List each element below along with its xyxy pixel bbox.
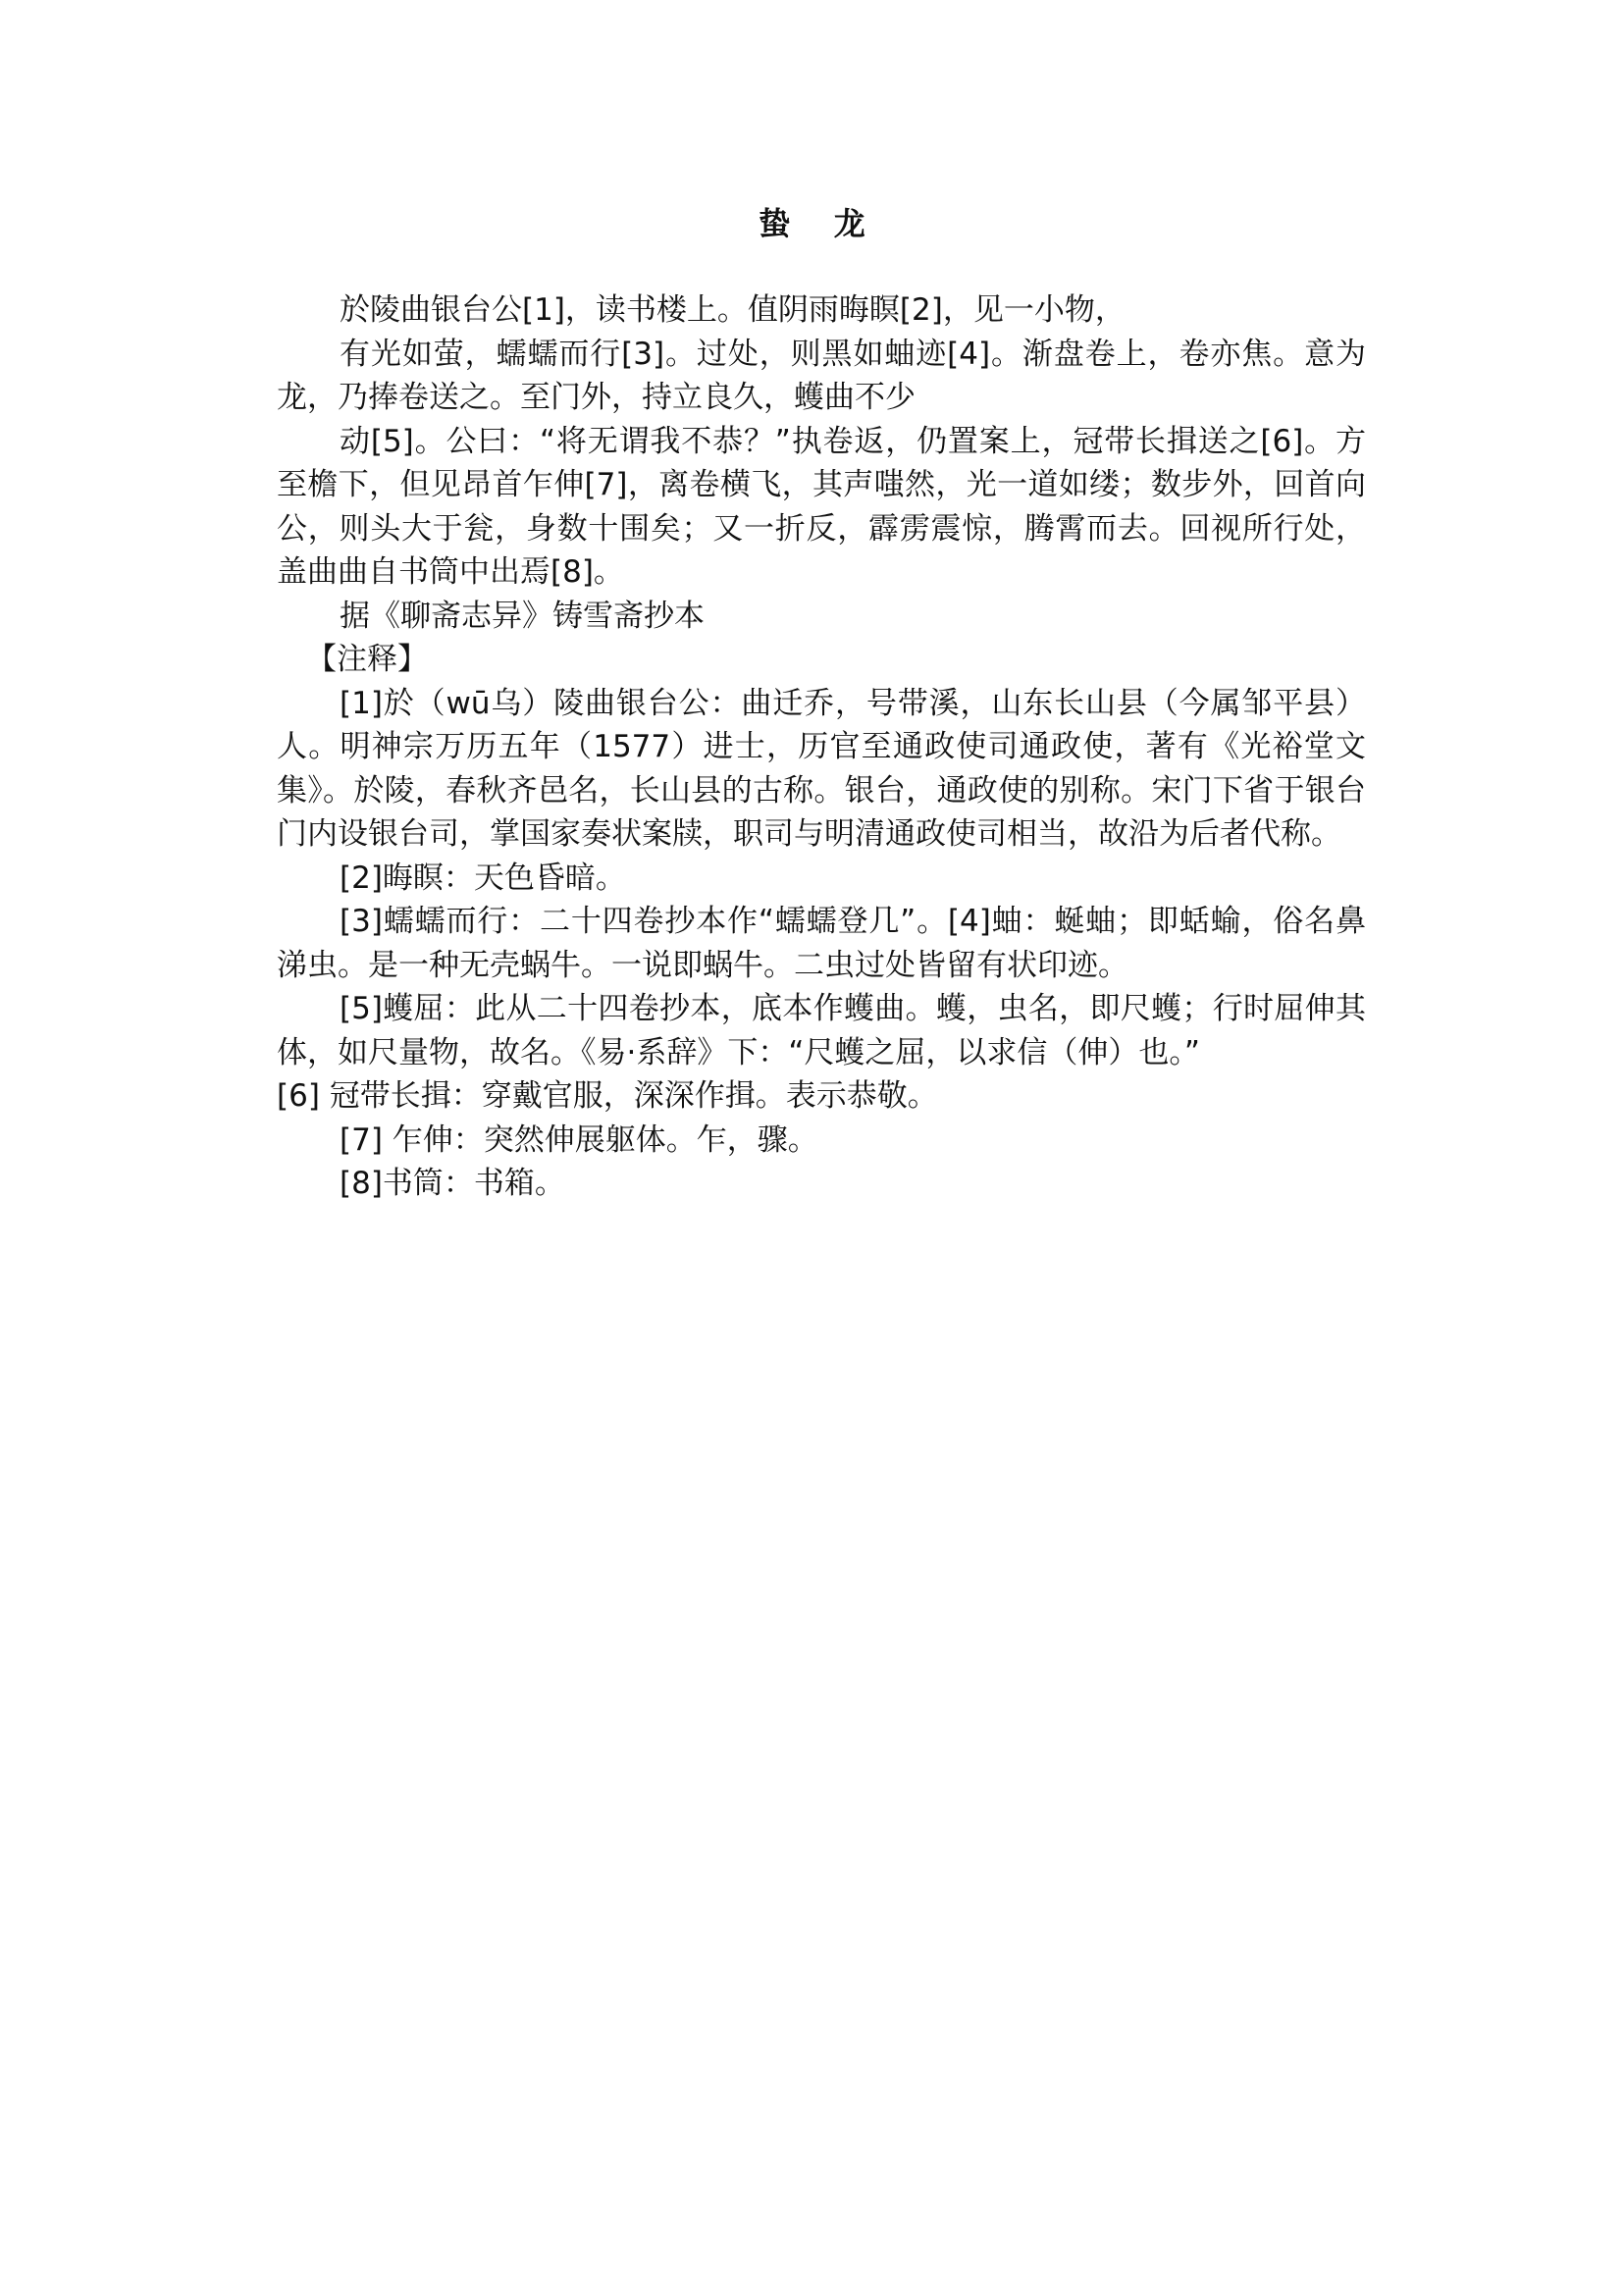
note-3-4: [3]蠕蠕而行：二十四卷抄本作“蠕蠕登几”。[4]蚰：蜒蚰；即蛞蝓，俗名鼻涕虫。是一种无壳蜗牛。一说即蜗牛。二虫过处皆留有状印迹。 [277, 904, 1366, 983]
note-7: [7] 乍伸：突然伸展躯体。乍，骤。 [340, 1121, 818, 1158]
document-body [277, 288, 1366, 1206]
notes-heading: 【注释】 [306, 642, 428, 677]
note-8: [8]书筒：书箱。 [340, 1166, 565, 1201]
note-1: [1]於（wū乌）陵曲银台公：曲迁乔，号带溪，山东长山县（今属邹平县）人。明神宗万历五年（1577）进士，历官至通政使司通政使，著有《光裕堂文集》。於陵，春秋齐邑名，长山县的古称。银台，通政使的别称。宋门下省于银台门内设银台司，掌国家奏状案牍，职司与明清通政使司相当，故沿为后者代称。 [277, 685, 1366, 852]
document-title: 蛰 龙 [759, 205, 865, 242]
source-line: 据《聊斋志异》铸雪斋抄本 [340, 598, 705, 634]
story-paragraph-3: 动[5]。公曰：“将无谓我不恭？”执卷返，仍置案上，冠带长揖送之[6]。方至檐下，但见昂首乍伸[7]，离卷横飞，其声嗤然，光一道如缕；数步外，回首向公，则头大于瓮，身数十围矣；又一折反，霹雳震惊，腾霄而去。回视所行处，盖曲曲自书筒中出焉[8]。 [277, 423, 1366, 590]
note-6: [6] 冠带长揖：穿戴官服，深深作揖。表示恭敬。 [277, 1078, 938, 1114]
story-paragraph-1: 於陵曲银台公[1]，读书楼上。值阴雨晦瞑[2]，见一小物， [340, 292, 1126, 328]
note-2: [2]晦瞑：天色昏暗。 [340, 860, 626, 896]
story-paragraph-2: 有光如萤，蠕蠕而行[3]。过处，则黑如蚰迹[4]。渐盘卷上，卷亦焦。意为龙，乃捧卷送之。至门外，持立良久，蠖曲不少 [277, 336, 1366, 415]
note-5: [5]蠖屈：此从二十四卷抄本，底本作蠖曲。蠖，虫名，即尺蠖；行时屈伸其体，如尺量物，故名。《易·系辞》下：“尺蠖之屈，以求信（伸）也。” [277, 991, 1366, 1070]
